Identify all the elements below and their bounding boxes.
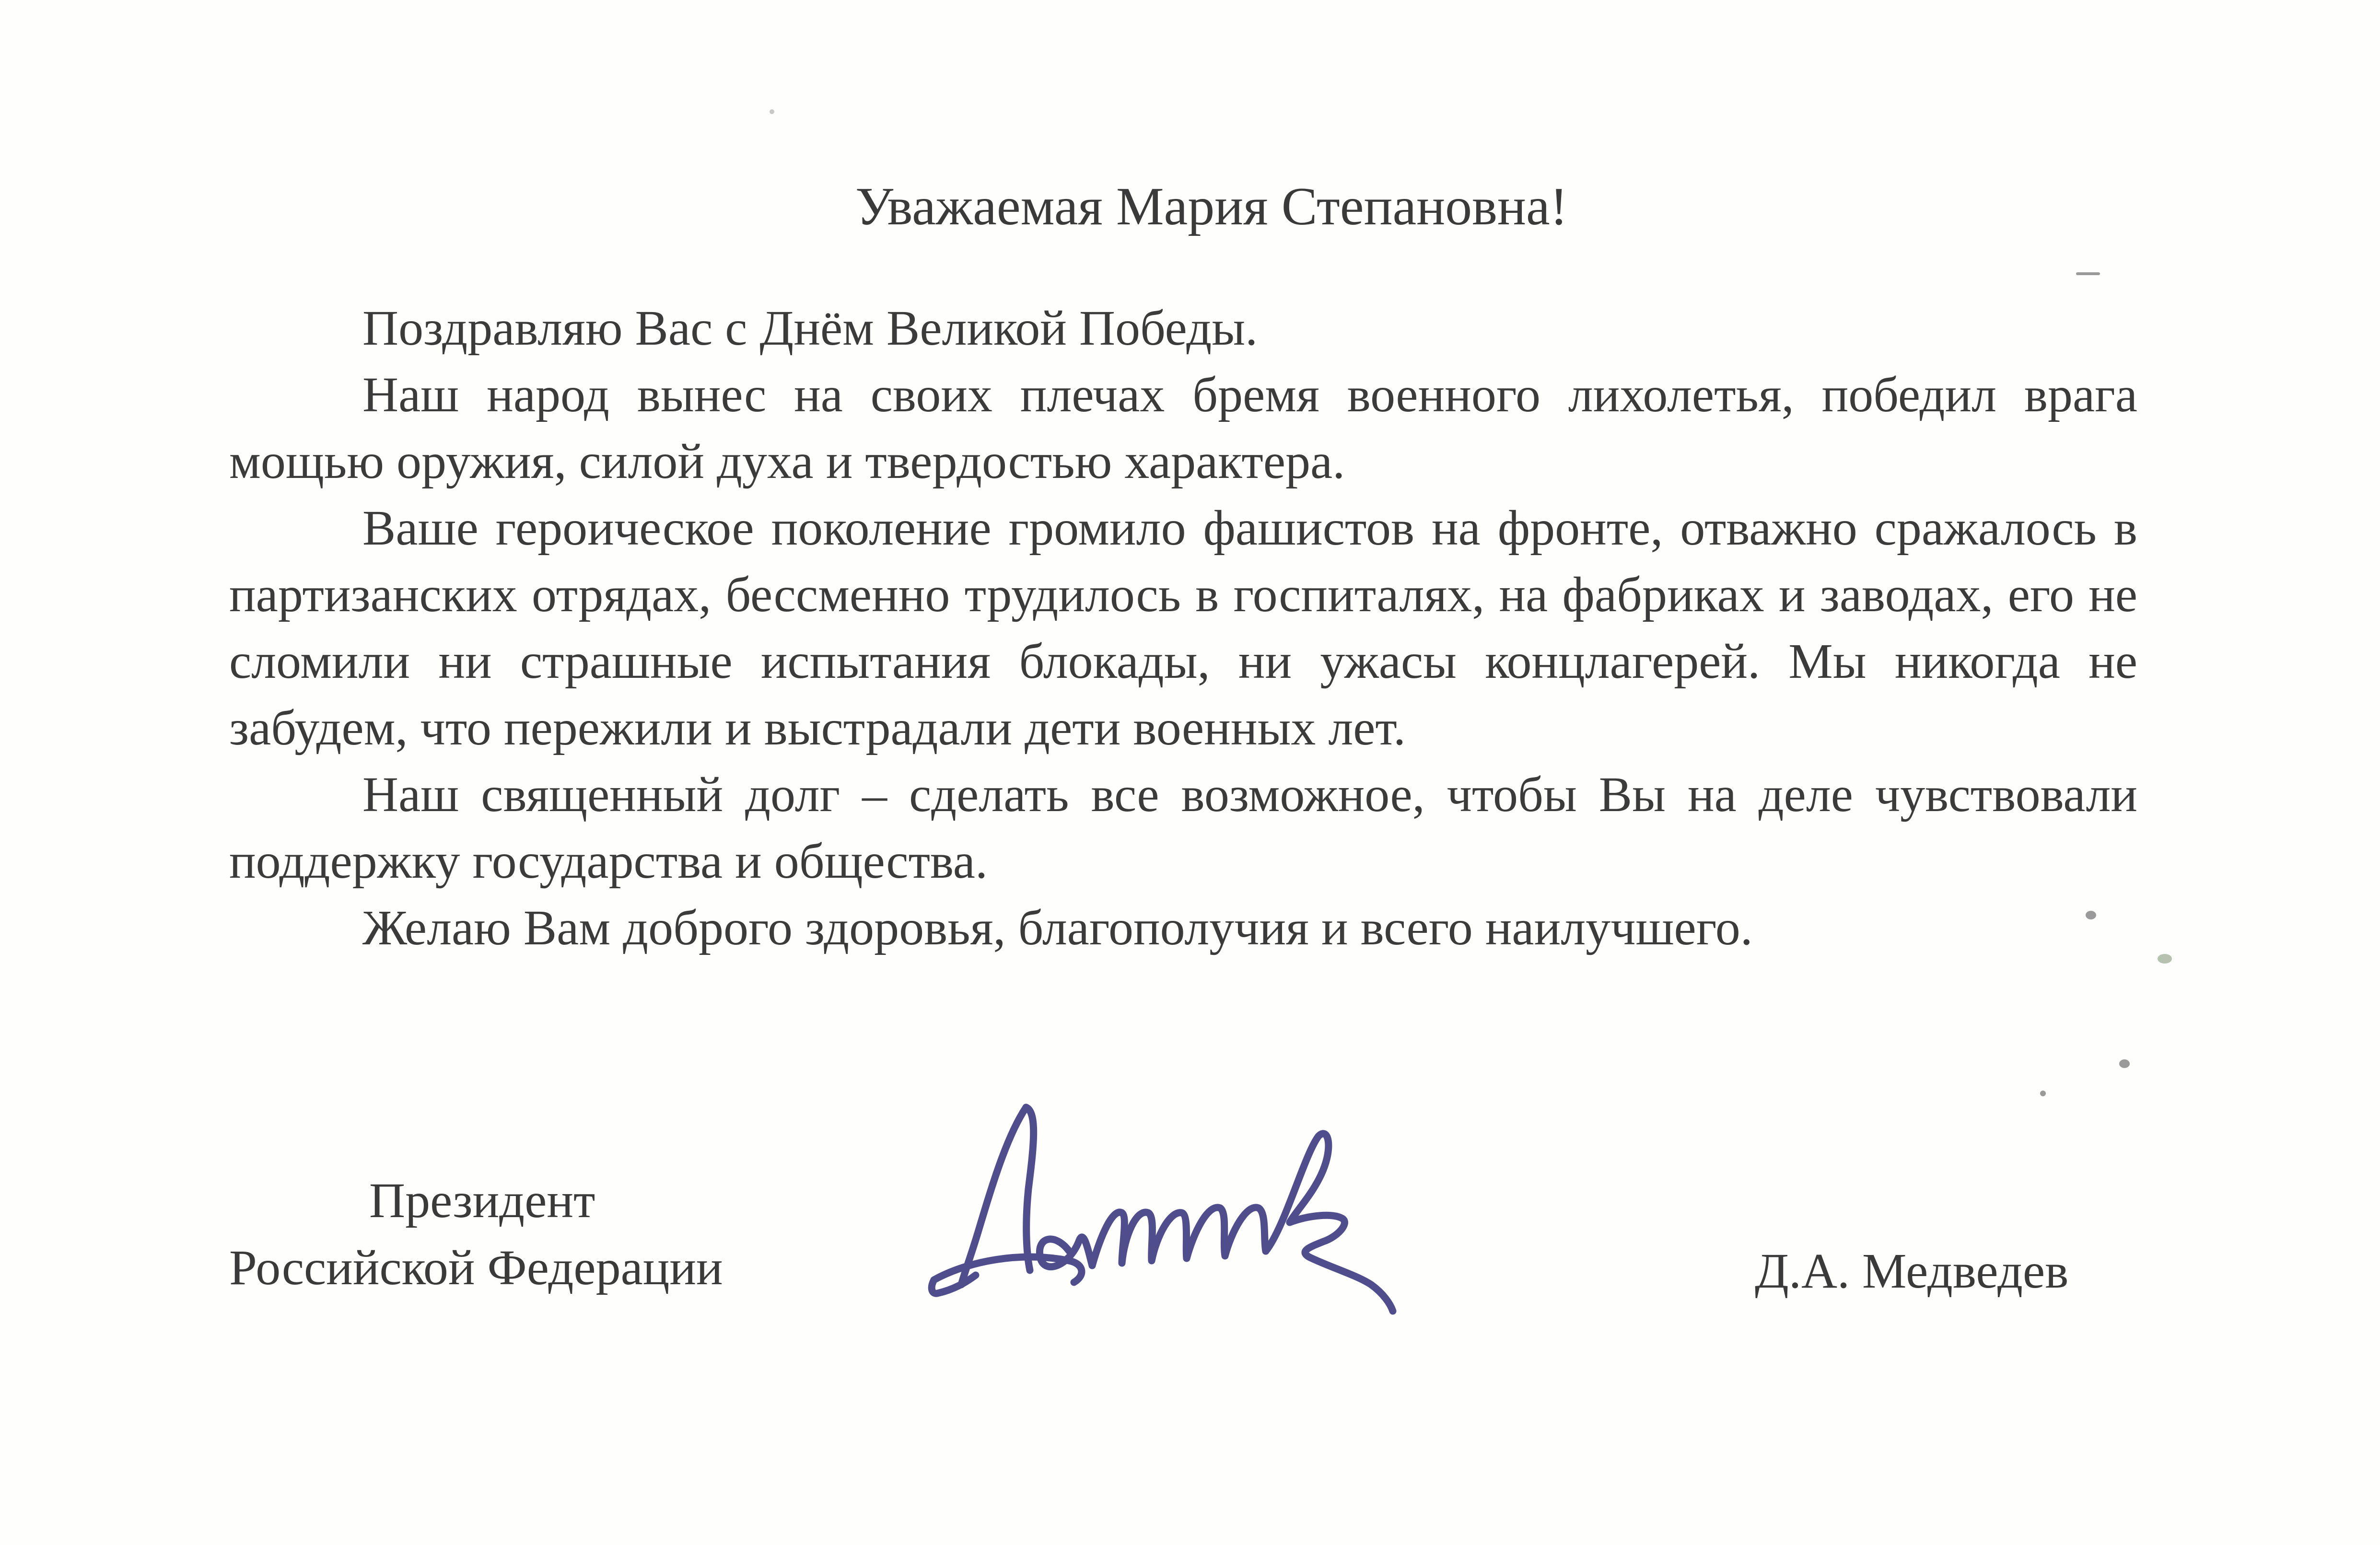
scan-speck (2119, 1059, 2130, 1068)
signer-title-line2: Российской Федерации (229, 1240, 723, 1295)
paragraph-congratulation: Поздравляю Вас с Днём Великой Победы. (362, 301, 1258, 356)
paragraph-duty: Наш священный долг – сделать все возможное, чтобы Вы на деле чувствовали поддержку государства и общества. (229, 767, 2137, 889)
scan-speck (770, 109, 774, 114)
scan-speck (2158, 954, 2172, 964)
handwritten-signature (911, 1093, 1601, 1361)
paragraph-people: Наш народ вынес на своих плечах бремя военного лихолетья, победил врага мощью оружия, силой духа и твердостью характера. (229, 367, 2137, 489)
scan-speck (2040, 1091, 2046, 1096)
scan-speck (2086, 911, 2096, 919)
signer-title-line1: Президент (369, 1173, 595, 1228)
salutation: Уважаемая Мария Степановна! (855, 177, 1568, 236)
scan-speck (2076, 272, 2100, 275)
paragraph-wishes: Желаю Вам доброго здоровья, благополучия и всего наилучшего. (362, 900, 1753, 955)
paragraph-generation: Ваше героическое поколение громило фашистов на фронте, отважно сражалось в партизанских отрядах, бессменно трудилось в госпиталях, на фабриках и заводах, его не сломили ни страшные испытания блокады, ни ужасы концлагерей. Мы никогда не забудем, что пережили и выстрадали дети военных лет. (229, 500, 2137, 755)
signer-title (229, 1167, 723, 1301)
letter-body (229, 295, 2137, 961)
signer-name: Д.А. Медведев (1755, 1243, 2069, 1299)
